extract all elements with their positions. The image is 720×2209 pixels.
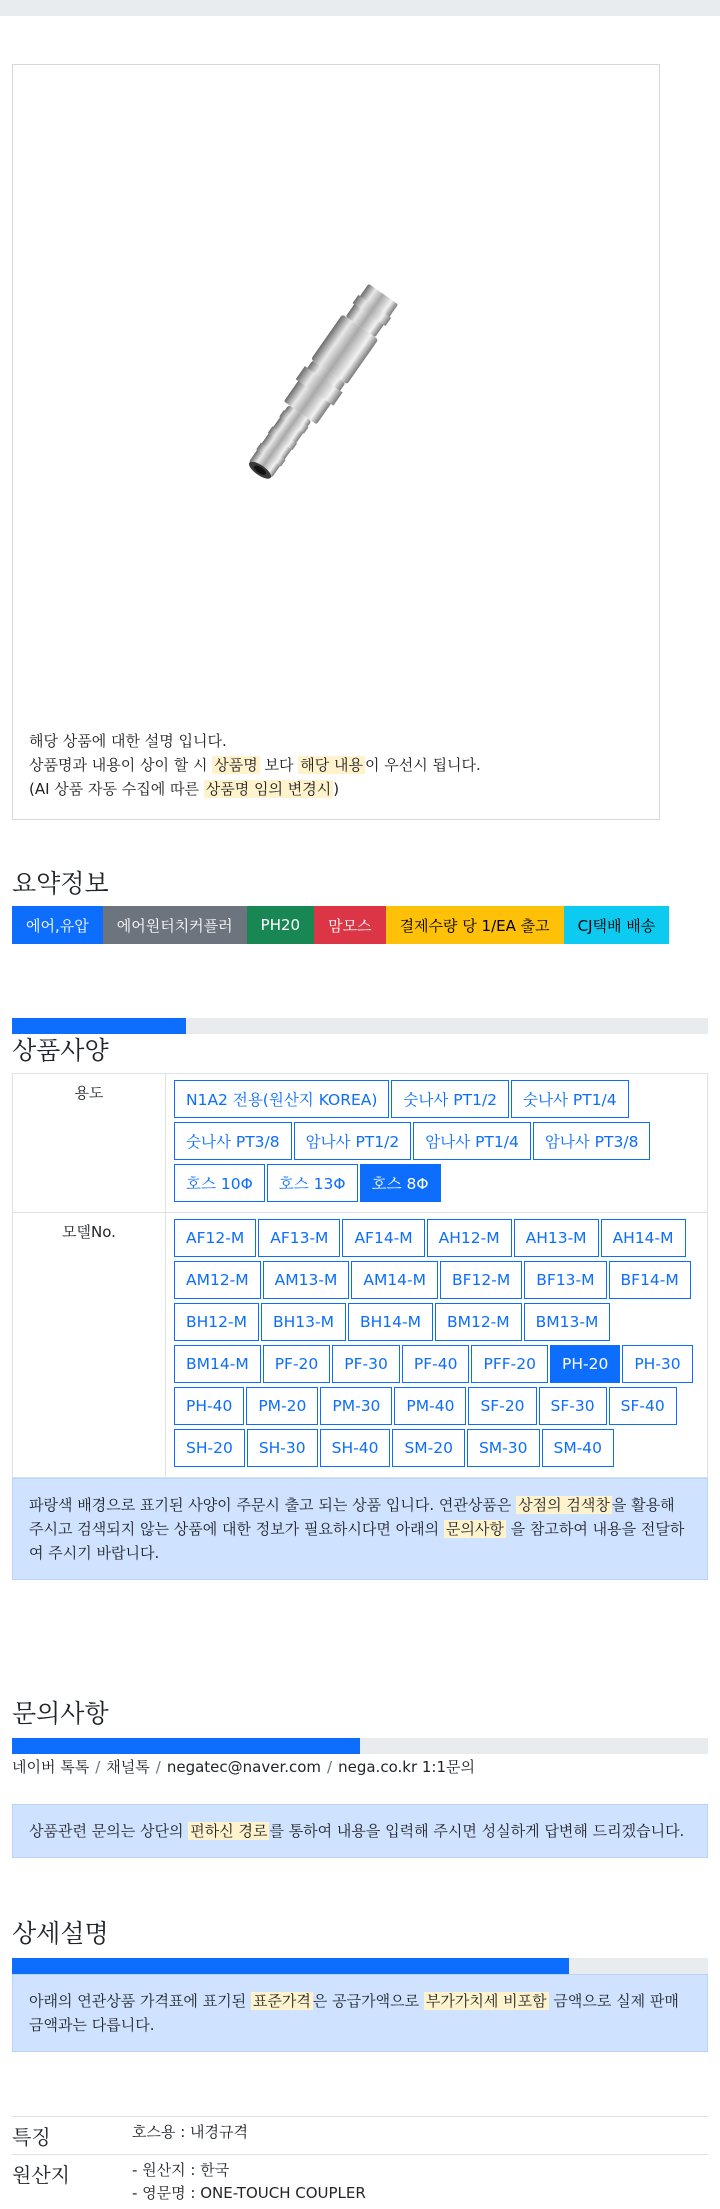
notice-line-3 [29, 777, 481, 801]
badge-brand: 맘모스 [314, 906, 385, 944]
summary-title: 요약정보 [12, 868, 708, 900]
usage-option[interactable]: 호스 13Φ [267, 1164, 358, 1202]
usage-option[interactable]: 암나사 PT3/8 [533, 1122, 651, 1160]
usage-option[interactable]: N1A2 전용(원산지 KOREA) [174, 1080, 389, 1118]
model-option[interactable]: PM-40 [394, 1387, 466, 1425]
feature-line: - 원산지 : 한국 [132, 2159, 708, 2182]
alert-highlight-route: 편하신 경로 [188, 1822, 269, 1840]
notice-text: 보다 [260, 756, 299, 774]
model-option[interactable]: PH-40 [174, 1387, 244, 1425]
detail-title: 상세설명 [12, 1918, 708, 1950]
detail-alert [12, 1974, 708, 2052]
spec-alert [12, 1478, 708, 1580]
contact-email[interactable]: negatec@naver.com [167, 1758, 321, 1776]
model-option[interactable]: AF14-M [342, 1219, 424, 1257]
model-options [166, 1213, 708, 1478]
model-option[interactable]: BH12-M [174, 1303, 259, 1341]
notice-highlight-product-name: 상품명 [212, 756, 259, 774]
top-bar [0, 0, 720, 16]
usage-options [166, 1074, 708, 1213]
model-option[interactable]: PFF-20 [471, 1345, 548, 1383]
notice-text: (AI 상품 자동 수집에 따른 [29, 780, 204, 798]
model-option[interactable]: PF-20 [263, 1345, 331, 1383]
contact-separator: / [156, 1758, 161, 1776]
badge-shipping: CJ택배 배송 [564, 906, 670, 944]
product-coupler-image [201, 251, 451, 501]
feature-row-characteristics [12, 2117, 708, 2155]
contact-site-inquiry[interactable]: nega.co.kr 1:1문의 [338, 1758, 475, 1776]
model-option[interactable]: PF-30 [332, 1345, 400, 1383]
model-row [174, 1387, 699, 1429]
contact-channel-talk[interactable]: 채널톡 [106, 1758, 149, 1776]
feature-row-origin [12, 2155, 708, 2209]
product-notice [29, 729, 481, 801]
usage-option[interactable]: 숫나사 PT3/8 [174, 1122, 292, 1160]
usage-label: 용도 [13, 1074, 166, 1213]
badge-category: 에어,유압 [12, 906, 103, 944]
model-option[interactable]: SM-20 [392, 1429, 465, 1467]
alert-highlight-standard-price: 표준가격 [251, 1992, 313, 2010]
inquiry-progress-bar [12, 1738, 360, 1754]
alert-text: 아래의 연관상품 가격표에 표기된 [29, 1992, 251, 2010]
spec-table [12, 1073, 708, 1478]
usage-option[interactable]: 암나사 PT1/4 [413, 1122, 531, 1160]
notice-text: 상품명과 내용이 상이 할 시 [29, 756, 212, 774]
model-row [174, 1345, 699, 1387]
features-table [12, 2116, 708, 2209]
model-option[interactable]: SF-30 [539, 1387, 607, 1425]
model-row [174, 1303, 699, 1345]
model-option[interactable]: SH-40 [320, 1429, 391, 1467]
contact-links [12, 1756, 708, 1778]
model-option[interactable]: AM14-M [351, 1261, 438, 1299]
spec-progress [12, 1018, 708, 1034]
inquiry-alert [12, 1804, 708, 1858]
product-image-card [12, 64, 660, 820]
spec-progress-bar [12, 1018, 186, 1034]
usage-row [174, 1164, 699, 1206]
model-option[interactable]: PH-20 [550, 1345, 620, 1383]
spec-title: 상품사양 [12, 1035, 708, 1067]
detail-progress-bar [12, 1958, 569, 1974]
feature-label: 원산지 [12, 2155, 132, 2209]
spec-row-usage [13, 1074, 708, 1213]
feature-line: 호스용 : 내경규격 [132, 2121, 708, 2144]
model-option[interactable]: PM-20 [246, 1387, 318, 1425]
alert-text: 파랑색 배경으로 표기된 사양이 주문시 출고 되는 상품 입니다. 연관상품은 [29, 1496, 516, 1514]
badge-subcategory: 에어원터치커플러 [103, 906, 247, 944]
model-option[interactable]: SM-40 [542, 1429, 615, 1467]
spec-row-model [13, 1213, 708, 1478]
detail-progress [12, 1958, 708, 1974]
model-option[interactable]: BF12-M [440, 1261, 522, 1299]
alert-text: 을 활용해 주시고 검색되지 않는 상품에 대한 정보가 필요하시다면 아래의 [29, 1496, 675, 1538]
contact-naver-talk[interactable]: 네이버 톡톡 [12, 1758, 89, 1776]
feature-label: 특징 [12, 2117, 132, 2155]
usage-option[interactable]: 암나사 PT1/2 [294, 1122, 412, 1160]
model-option[interactable]: BM13-M [524, 1303, 611, 1341]
model-option[interactable]: SF-20 [468, 1387, 536, 1425]
model-option[interactable]: SH-30 [247, 1429, 318, 1467]
model-option[interactable]: AF12-M [174, 1219, 256, 1257]
notice-line-2 [29, 753, 481, 777]
model-option[interactable]: SM-30 [467, 1429, 540, 1467]
usage-option[interactable]: 숫나사 PT1/2 [391, 1080, 509, 1118]
model-row [174, 1219, 699, 1261]
feature-line: - 영문명 : ONE-TOUCH COUPLER [132, 2182, 708, 2205]
feature-value [132, 2155, 708, 2209]
usage-option[interactable]: 숫나사 PT1/4 [511, 1080, 629, 1118]
notice-highlight-content: 해당 내용 [298, 756, 365, 774]
contact-separator: / [327, 1758, 332, 1776]
model-option[interactable]: BM12-M [435, 1303, 522, 1341]
feature-value [132, 2117, 708, 2155]
model-option[interactable]: SH-20 [174, 1429, 245, 1467]
alert-text: 상품관련 문의는 상단의 [29, 1822, 188, 1840]
model-option[interactable]: BH13-M [261, 1303, 346, 1341]
model-option[interactable]: AH14-M [601, 1219, 686, 1257]
summary-badges [12, 906, 708, 944]
model-option[interactable]: PM-30 [320, 1387, 392, 1425]
model-option[interactable]: PH-30 [622, 1345, 692, 1383]
model-option[interactable]: BH14-M [348, 1303, 433, 1341]
notice-highlight-rename: 상품명 임의 변경시 [204, 780, 333, 798]
alert-text: 금액으로 실제 판매금액과는 다릅니다. [29, 1992, 679, 2034]
model-option[interactable]: BM14-M [174, 1345, 261, 1383]
model-row [174, 1261, 699, 1303]
alert-text: 은 공급가액으로 [313, 1992, 424, 2010]
notice-line-1: 해당 상품에 대한 설명 입니다. [29, 729, 481, 753]
model-option[interactable]: BF13-M [524, 1261, 606, 1299]
alert-highlight-inquiry: 문의사항 [444, 1520, 506, 1538]
notice-text: 이 우선시 됩니다. [365, 756, 481, 774]
model-option[interactable]: AM12-M [174, 1261, 261, 1299]
notice-text: ) [333, 780, 339, 798]
alert-highlight-vat: 부가가치세 비포함 [424, 1992, 549, 2010]
model-option[interactable]: SF-40 [609, 1387, 677, 1425]
model-option[interactable]: PF-40 [402, 1345, 470, 1383]
model-option[interactable]: AF13-M [258, 1219, 340, 1257]
alert-highlight-search: 상점의 검색창 [516, 1496, 612, 1514]
usage-row [174, 1122, 699, 1164]
model-row [174, 1429, 699, 1471]
model-option[interactable]: AM13-M [263, 1261, 350, 1299]
inquiry-progress [12, 1738, 708, 1754]
model-option[interactable]: AH12-M [427, 1219, 512, 1257]
alert-text: 를 통하여 내용을 입력해 주시면 성실하게 답변해 드리겠습니다. [269, 1822, 684, 1840]
contact-separator: / [95, 1758, 100, 1776]
inquiry-title: 문의사항 [12, 1698, 708, 1730]
alert-text: 을 참고하여 내용을 전달하여 주시기 바랍니다. [29, 1520, 684, 1562]
model-option[interactable]: AH13-M [514, 1219, 599, 1257]
usage-option[interactable]: 호스 10Φ [174, 1164, 265, 1202]
usage-option[interactable]: 호스 8Φ [360, 1164, 441, 1202]
usage-row [174, 1080, 699, 1122]
badge-quantity: 결제수량 당 1/EA 출고 [386, 906, 564, 944]
badge-model: PH20 [247, 906, 314, 944]
model-label: 모델No. [13, 1213, 166, 1478]
model-option[interactable]: BF14-M [609, 1261, 691, 1299]
